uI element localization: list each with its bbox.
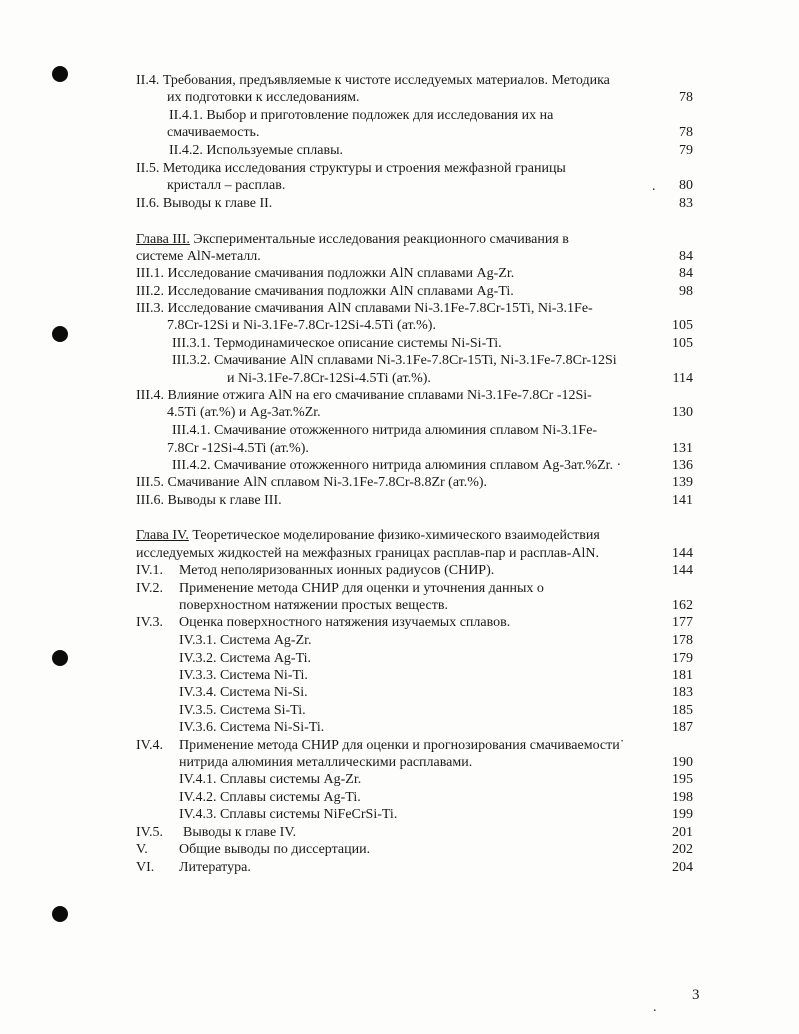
toc-entry-6-num: VI.	[136, 860, 155, 875]
toc-entry-2-4-1-cont: смачиваемость.	[167, 125, 260, 140]
toc-entry-4-4-num: IV.4.	[136, 738, 163, 753]
chapter-label: Глава III.	[136, 232, 190, 247]
toc-page-number: 144	[672, 546, 693, 561]
toc-page-number: 183	[672, 685, 693, 700]
toc-page-number: 78	[679, 90, 693, 105]
toc-entry-4-4-1: IV.4.1. Сплавы системы Ag-Zr.	[179, 772, 362, 787]
toc-page-number: 98	[679, 284, 693, 299]
binder-hole	[52, 906, 68, 922]
toc-chapter-4-title	[136, 527, 600, 544]
toc-page-number: 105	[672, 336, 693, 351]
toc-page-number: 79	[679, 143, 693, 158]
toc-entry-4-4-3: IV.4.3. Сплавы системы NiFeCrSi-Ti.	[179, 807, 398, 822]
toc-entry-4-3-num: IV.3.	[136, 615, 163, 630]
toc-entry-3-1: III.1. Исследование смачивания подложки AlN сплавами Ag-Zr.	[136, 266, 515, 281]
toc-entry-4-3-5: IV.3.5. Система Si-Ti.	[179, 703, 306, 718]
toc-entry-3-4-2: III.4.2. Смачивание отожженного нитрида алюминия сплавом Ag-3ат.%Zr. ·	[172, 458, 622, 473]
toc-entry-2-5-cont: кристалл – расплав.	[167, 178, 286, 193]
toc-page-number: 84	[679, 266, 693, 281]
toc-page-number: 199	[672, 807, 693, 822]
toc-chapter-4-title-cont: исследуемых жидкостей на межфазных границах расплав-пар и расплав-AlN.	[136, 546, 600, 561]
toc-page-number: 139	[672, 475, 693, 490]
toc-entry-3-3: III.3. Исследование смачивания AlN сплавами Ni-3.1Fe-7.8Cr-15Ti, Ni-3.1Fe-	[136, 301, 593, 316]
toc-page-number: 181	[672, 668, 693, 683]
toc-entry-2-6: II.6. Выводы к главе II.	[136, 196, 273, 211]
chapter-label: Глава IV.	[136, 528, 189, 543]
toc-page-number: 144	[672, 563, 693, 578]
toc-page-number: 130	[672, 405, 693, 420]
stray-dot: .	[652, 179, 656, 194]
toc-entry-4-5-num: IV.5.	[136, 825, 163, 840]
toc-entry-3-2: III.2. Исследование смачивания подложки AlN сплавами Ag-Ti.	[136, 284, 514, 299]
toc-entry-4-3: Оценка поверхностного натяжения изучаемых сплавов.	[179, 615, 511, 630]
toc-page-number: 105	[672, 318, 693, 333]
toc-entry-3-5: III.5. Смачивание AlN сплавом Ni-3.1Fe-7.8Cr-8.8Zr (ат.%).	[136, 475, 488, 490]
toc-entry-3-4-cont: 4.5Ti (ат.%) и Ag-3ат.%Zr.	[167, 405, 321, 420]
toc-entry-3-3-2: III.3.2. Смачивание AlN сплавами Ni-3.1Fe-7.8Cr-15Ti, Ni-3.1Fe-7.8Cr-12Si	[172, 353, 617, 368]
toc-page-number: 201	[672, 825, 693, 840]
toc-page-number: 179	[672, 651, 693, 666]
toc-page-number: 80	[679, 178, 693, 193]
toc-chapter-3-title	[136, 231, 569, 248]
toc-page-number: 84	[679, 249, 693, 264]
toc-entry-3-4-1: III.4.1. Смачивание отожженного нитрида алюминия сплавом Ni-3.1Fe-	[172, 423, 598, 438]
toc-entry-4-3-3: IV.3.3. Система Ni-Ti.	[179, 668, 308, 683]
toc-page-number: 83	[679, 196, 693, 211]
toc-entry-5-num: V.	[136, 842, 148, 857]
toc-page-number: 78	[679, 125, 693, 140]
toc-chapter-3-title-cont: системе AlN-металл.	[136, 249, 261, 264]
toc-page-number: 114	[672, 371, 693, 386]
toc-entry-3-4-1-cont: 7.8Cr -12Si-4.5Ti (ат.%).	[167, 441, 309, 456]
toc-page-number: 177	[672, 615, 693, 630]
toc-page-number: 162	[672, 598, 693, 613]
toc-page-number: 190	[672, 755, 693, 770]
toc-entry-3-3-cont: 7.8Cr-12Si и Ni-3.1Fe-7.8Cr-12Si-4.5Ti (ат.%).	[167, 318, 436, 333]
toc-entry-4-3-6: IV.3.6. Система Ni-Si-Ti.	[179, 720, 325, 735]
binder-hole	[52, 650, 68, 666]
toc-page-number: 204	[672, 860, 693, 875]
toc-entry-2-4: II.4. Требования, предъявляемые к чистоте исследуемых материалов. Методика	[136, 73, 610, 88]
stray-dot: .	[653, 1000, 657, 1015]
toc-entry-3-3-1: III.3.1. Термодинамическое описание системы Ni-Si-Ti.	[172, 336, 502, 351]
toc-page-number: 141	[672, 493, 693, 508]
toc-page-number: 195	[672, 772, 693, 787]
toc-entry-4-2-cont: поверхностном натяжении простых веществ.	[179, 598, 448, 613]
toc-entry-4-2: Применение метода СНИР для оценки и уточнения данных о	[179, 581, 544, 596]
toc-entry-2-4-cont: их подготовки к исследованиям.	[167, 90, 360, 105]
toc-entry-2-4-1: II.4.1. Выбор и приготовление подложек для исследования их на	[169, 108, 554, 123]
binder-hole	[52, 326, 68, 342]
toc-page-number: 187	[672, 720, 693, 735]
toc-page-number: 131	[672, 441, 693, 456]
toc-entry-4-1-num: IV.1.	[136, 563, 163, 578]
toc-entry-4-4: Применение метода СНИР для оценки и прогнозирования смачиваемости˙	[179, 738, 625, 753]
toc-entry-4-1: Метод неполяризованных ионных радиусов (СНИР).	[179, 563, 495, 578]
toc-entry-4-3-2: IV.3.2. Система Ag-Ti.	[179, 651, 312, 666]
page-number: 3	[692, 987, 700, 1003]
binder-hole	[52, 66, 68, 82]
toc-page-number: 136	[672, 458, 693, 473]
toc-entry-3-3-2-cont: и Ni-3.1Fe-7.8Cr-12Si-4.5Ti (ат.%).	[227, 371, 431, 386]
toc-page-number: 185	[672, 703, 693, 718]
toc-entry-4-4-2: IV.4.2. Сплавы системы Ag-Ti.	[179, 790, 361, 805]
chapter-title-text: Теоретическое моделирование физико-химического взаимодействия	[188, 528, 600, 543]
toc-entry-5: Общие выводы по диссертации.	[179, 842, 371, 857]
toc-entry-4-2-num: IV.2.	[136, 581, 163, 596]
chapter-title-text: Экспериментальные исследования реакционного смачивания в	[189, 232, 569, 247]
toc-entry-6: Литература.	[179, 860, 251, 875]
toc-entry-4-5: Выводы к главе IV.	[183, 825, 297, 840]
toc-page-number: 202	[672, 842, 693, 857]
toc-entry-4-3-4: IV.3.4. Система Ni-Si.	[179, 685, 308, 700]
toc-entry-2-4-2: II.4.2. Используемые сплавы.	[169, 143, 343, 158]
toc-entry-4-3-1: IV.3.1. Система Ag-Zr.	[179, 633, 312, 648]
toc-page-number: 198	[672, 790, 693, 805]
toc-page-number: 178	[672, 633, 693, 648]
toc-entry-4-4-cont: нитрида алюминия металлическими расплавами.	[179, 755, 473, 770]
toc-entry-2-5: II.5. Методика исследования структуры и строения межфазной границы	[136, 161, 566, 176]
toc-entry-3-6: III.6. Выводы к главе III.	[136, 493, 282, 508]
toc-entry-3-4: III.4. Влияние отжига AlN на его смачивание сплавами Ni-3.1Fe-7.8Cr -12Si-	[136, 388, 592, 403]
